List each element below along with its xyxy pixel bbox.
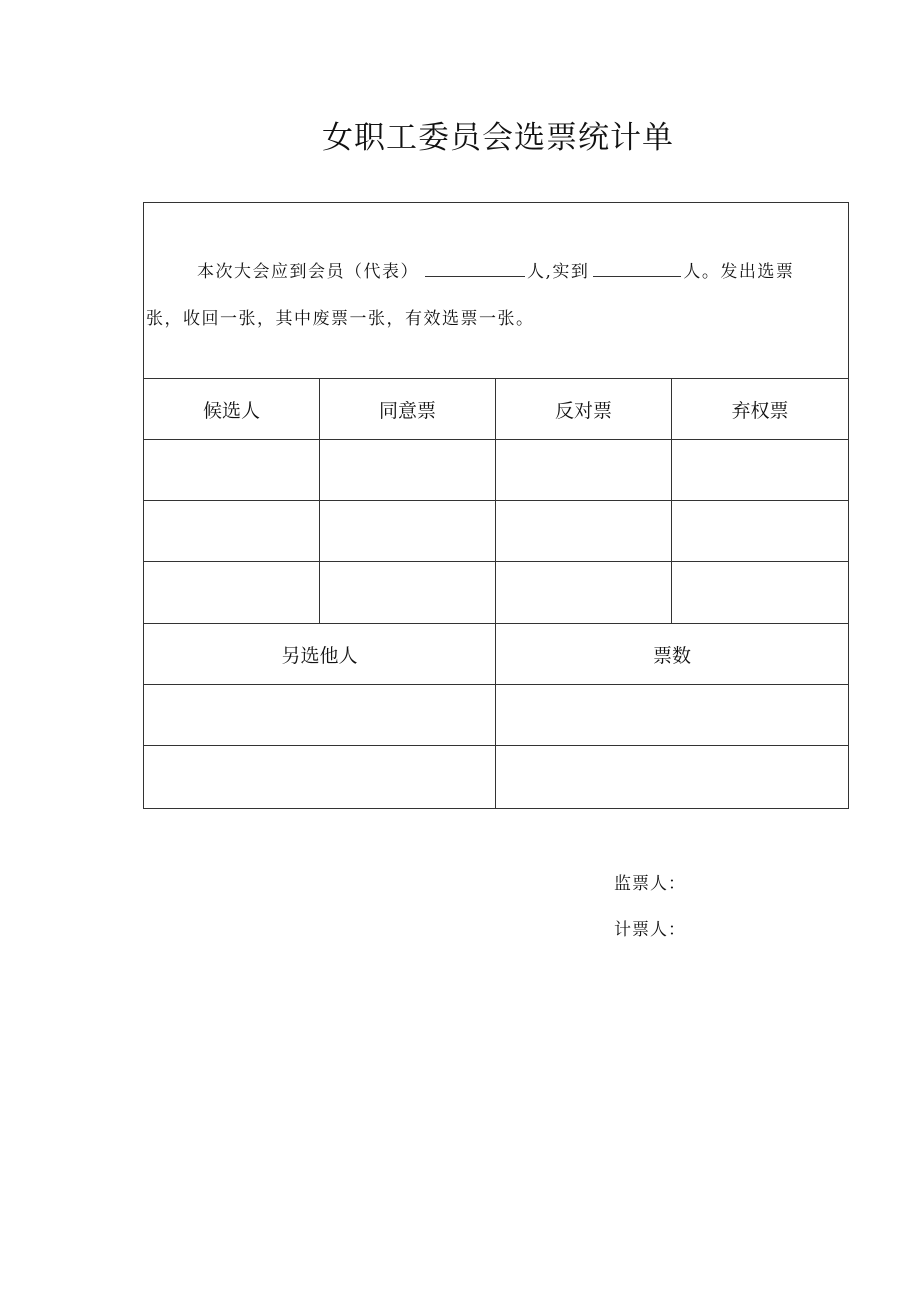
header-approve-votes: 同意票: [320, 379, 496, 439]
write-in-votes-cell[interactable]: [496, 746, 848, 808]
attendance-line-1: [197, 257, 794, 282]
candidate-row: [144, 501, 848, 562]
actual-attendance-label: 人,实到: [527, 262, 590, 282]
counter-signature-label: 计票人：: [614, 920, 686, 940]
write-in-row: [144, 685, 848, 746]
candidate-table-header: [144, 379, 848, 440]
ballots-issued-label: 人。发出选票: [683, 262, 795, 282]
approve-cell[interactable]: [320, 562, 496, 623]
header-oppose-votes: 反对票: [496, 379, 672, 439]
ballot-form: [143, 202, 849, 809]
candidate-cell[interactable]: [144, 501, 320, 561]
write-in-name-cell[interactable]: [144, 746, 496, 808]
abstain-cell[interactable]: [672, 562, 848, 623]
oppose-cell[interactable]: [496, 501, 672, 561]
supervisor-signature-label: 监票人：: [614, 874, 686, 894]
header-candidate: 候选人: [144, 379, 320, 439]
attendance-line-2: 张，收回一张，其中废票一张，有效选票一张。: [146, 309, 535, 329]
candidate-row: [144, 562, 848, 624]
write-in-name-cell[interactable]: [144, 685, 496, 745]
approve-cell[interactable]: [320, 440, 496, 500]
header-vote-count: 票数: [652, 644, 691, 667]
header-abstain-votes: 弃权票: [731, 399, 789, 422]
write-in-table-header: [144, 624, 848, 685]
write-in-votes-cell[interactable]: [496, 685, 848, 745]
oppose-cell[interactable]: [496, 440, 672, 500]
header-write-in-candidate: 另选他人: [144, 624, 496, 684]
document-title: 女职工委员会选票统计单: [322, 120, 674, 156]
approve-cell[interactable]: [320, 501, 496, 561]
attendance-statement: [144, 203, 848, 379]
abstain-cell[interactable]: [672, 440, 848, 500]
actual-count-blank[interactable]: [593, 262, 681, 277]
oppose-cell[interactable]: [496, 562, 672, 623]
candidate-cell[interactable]: [144, 440, 320, 500]
write-in-row: [144, 746, 848, 808]
expected-attendance-label: 本次大会应到会员（代表）: [197, 262, 419, 282]
candidate-row: [144, 440, 848, 501]
expected-count-blank[interactable]: [425, 262, 525, 277]
abstain-cell[interactable]: [672, 501, 848, 561]
candidate-cell[interactable]: [144, 562, 320, 623]
